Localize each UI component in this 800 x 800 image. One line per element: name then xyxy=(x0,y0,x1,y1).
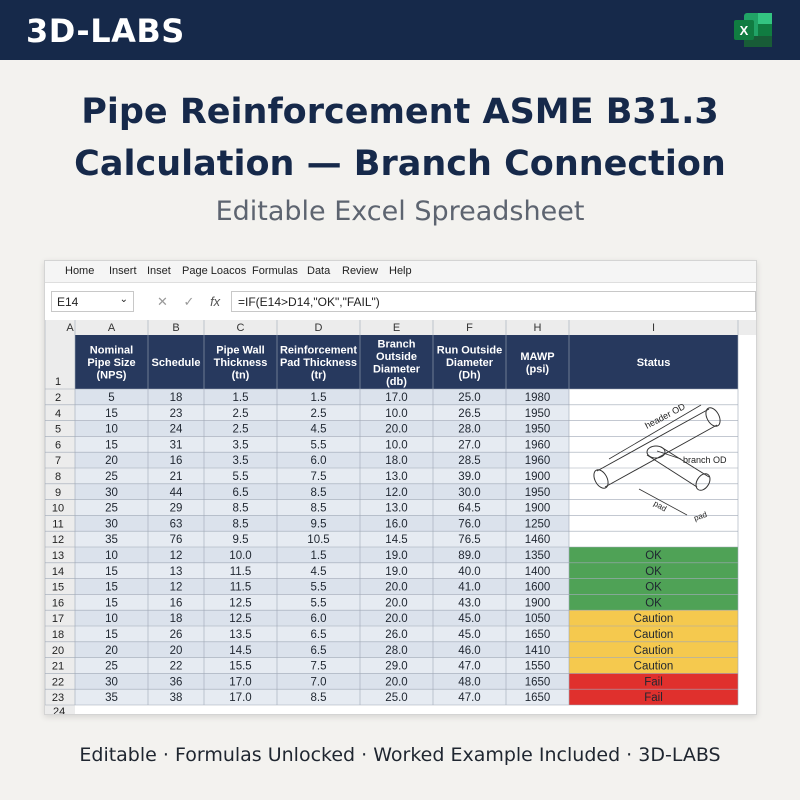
table-cell: 17.0 xyxy=(385,392,408,404)
table-cell: 22 xyxy=(169,660,183,673)
table-cell: 13.5 xyxy=(229,629,252,641)
table-cell: 1650 xyxy=(524,692,551,705)
table-cell: 30 xyxy=(105,486,118,499)
tab-page-layout[interactable]: Page Loacos xyxy=(182,265,247,277)
table-cell: 47.0 xyxy=(458,660,481,673)
table-cell: 15 xyxy=(105,581,118,594)
name-box-value: E14 xyxy=(57,295,79,309)
table-cell: 20 xyxy=(105,644,118,657)
table-cell: 28.0 xyxy=(385,644,408,657)
table-cell: 14.5 xyxy=(229,644,252,657)
row-number: 2 xyxy=(54,392,62,404)
table-cell: 6.5 xyxy=(310,629,327,641)
table-cell: 41.0 xyxy=(458,581,481,594)
column-heading: (NPS) xyxy=(96,369,127,382)
status-badge: Caution xyxy=(633,629,674,641)
column-heading: Reinforcement xyxy=(279,344,358,357)
table-cell: 43.0 xyxy=(458,597,481,610)
table-cell: 15 xyxy=(105,629,118,641)
column-letter: B xyxy=(172,322,180,334)
ribbon-tabs xyxy=(45,261,756,283)
table-cell: 5.5 xyxy=(310,581,327,594)
table-cell: 40.0 xyxy=(458,565,481,578)
tab-help[interactable]: Help xyxy=(389,265,412,277)
table-cell: 20.0 xyxy=(385,676,408,689)
check-icon[interactable]: ✓ xyxy=(183,294,195,309)
column-letter: H xyxy=(533,322,542,334)
status-badge: OK xyxy=(645,581,662,594)
table-cell: 15 xyxy=(105,407,118,420)
table-cell: 6.5 xyxy=(310,644,327,657)
column-heading: Run Outside xyxy=(436,344,503,357)
table-cell: 12.5 xyxy=(229,613,252,626)
table-cell: 7.0 xyxy=(310,676,327,689)
column-heading: Diameter xyxy=(372,363,421,376)
row-number: 12 xyxy=(51,534,65,547)
table-cell: 20.0 xyxy=(385,613,408,626)
table-cell: 31 xyxy=(169,439,183,452)
table-cell: 5 xyxy=(108,392,115,404)
table-cell: 26.5 xyxy=(458,407,481,420)
table-cell: 13 xyxy=(169,565,183,578)
table-cell: 30.0 xyxy=(458,486,481,499)
row-number: 1 xyxy=(54,376,62,388)
table-cell: 25 xyxy=(105,471,118,483)
status-badge: OK xyxy=(645,550,662,562)
table-cell: 1960 xyxy=(524,439,551,452)
table-cell: 12.0 xyxy=(385,486,408,499)
column-letter-corner: A xyxy=(66,322,74,334)
table-cell: 76.0 xyxy=(458,518,481,531)
table-cell: 5.5 xyxy=(310,439,327,452)
column-letter: C xyxy=(236,322,245,334)
table-cell: 76.5 xyxy=(458,534,481,547)
table-cell: 5.5 xyxy=(232,471,249,483)
table-cell: 1050 xyxy=(524,613,551,626)
table-cell: 8.5 xyxy=(310,692,327,705)
column-letter: D xyxy=(314,322,323,334)
status-badge: OK xyxy=(645,565,662,578)
table-cell: 35 xyxy=(105,534,118,547)
table-cell: 8.5 xyxy=(310,486,327,499)
table-cell: 20.0 xyxy=(385,423,408,436)
table-cell: 17.0 xyxy=(229,676,252,689)
table-cell: 25.0 xyxy=(385,692,408,705)
table-cell: 25.0 xyxy=(458,392,481,404)
table-cell: 64.5 xyxy=(458,502,481,515)
table-cell: 26.0 xyxy=(385,629,408,641)
table-cell: 1900 xyxy=(524,597,551,610)
table-cell: 12 xyxy=(169,550,183,562)
table-cell: 1350 xyxy=(524,550,551,562)
column-heading: Thickness xyxy=(213,357,268,369)
table-cell: 18.0 xyxy=(385,455,408,468)
table-cell: 10 xyxy=(105,550,118,562)
cancel-icon[interactable]: ✕ xyxy=(157,294,168,309)
table-cell: 1900 xyxy=(524,471,551,483)
title-line-2: Calculation — Branch Connection xyxy=(74,144,726,184)
table-cell: 14.5 xyxy=(385,534,408,547)
row-number: 10 xyxy=(51,502,65,515)
table-cell: 30 xyxy=(105,676,118,689)
table-cell: 1650 xyxy=(524,629,551,641)
column-heading: (tr) xyxy=(310,369,327,382)
row-number: 11 xyxy=(52,518,64,531)
function-icon[interactable]: fx xyxy=(210,294,221,309)
table-cell: 6.0 xyxy=(310,455,327,468)
column-heading: (psi) xyxy=(525,363,550,376)
table-cell: 39.0 xyxy=(458,471,481,483)
row-number: 17 xyxy=(51,613,65,626)
formula-input[interactable]: =IF(E14>D14,"OK","FAIL") xyxy=(231,291,756,312)
pad-label: pad xyxy=(692,509,709,523)
table-cell: 10.5 xyxy=(307,534,330,547)
tab-insert[interactable]: Insert xyxy=(109,265,137,277)
chevron-down-icon[interactable]: ⌄ xyxy=(119,294,128,305)
table-cell: 1410 xyxy=(524,644,551,657)
table-cell: 15.5 xyxy=(229,660,252,673)
table-cell: 7.5 xyxy=(310,660,327,673)
table-cell: 20.0 xyxy=(385,581,408,594)
table-cell: 8.5 xyxy=(232,502,249,515)
table-cell: 1.5 xyxy=(232,392,249,404)
top-banner xyxy=(0,0,800,60)
table-cell: 2.5 xyxy=(310,407,327,420)
table-cell: 46.0 xyxy=(458,644,481,657)
table-cell: 10 xyxy=(105,423,118,436)
column-heading: MAWP xyxy=(520,350,555,363)
table-cell: 15 xyxy=(105,439,118,452)
column-heading: (tn) xyxy=(231,369,250,382)
tab-formulas[interactable]: Formulas xyxy=(252,265,298,277)
row-number: 4 xyxy=(54,407,62,420)
row-number: 24 xyxy=(53,706,66,718)
table-cell: 27.0 xyxy=(458,439,481,452)
status-badge: Caution xyxy=(633,613,674,626)
table-cell: 30 xyxy=(105,518,118,531)
row-number: 21 xyxy=(51,660,65,673)
table-cell: 28.0 xyxy=(458,423,481,436)
table-cell: 18 xyxy=(169,392,183,404)
table-cell: 1400 xyxy=(524,565,551,578)
table-cell: 29.0 xyxy=(385,660,408,673)
table-cell: 1550 xyxy=(524,660,551,673)
table-cell: 1980 xyxy=(524,392,551,404)
table-cell: 1.5 xyxy=(310,550,327,562)
table-cell: 6.0 xyxy=(310,613,327,626)
column-heading: (db) xyxy=(386,375,407,388)
table-cell: 45.0 xyxy=(458,629,481,641)
status-badge: Fail xyxy=(644,676,663,689)
table-cell: 2.5 xyxy=(232,407,249,420)
table-cell: 44 xyxy=(169,486,183,499)
row-number: 14 xyxy=(51,565,65,578)
table-cell: 1460 xyxy=(524,534,551,547)
table-cell: 15 xyxy=(105,597,118,610)
formula-bar xyxy=(45,289,756,315)
table-cell: 8.5 xyxy=(310,502,327,515)
row-number: 5 xyxy=(54,423,62,436)
status-badge: Caution xyxy=(633,660,674,673)
table-cell: 13.0 xyxy=(385,502,408,515)
row-number: 9 xyxy=(54,486,62,499)
table-cell: 10.0 xyxy=(229,550,252,562)
table-cell: 28.5 xyxy=(458,455,481,468)
header-od-label: header OD xyxy=(643,401,687,431)
table-cell: 13.0 xyxy=(385,471,408,483)
column-heading: Schedule xyxy=(151,357,201,369)
table-cell: 17.0 xyxy=(229,692,252,705)
table-cell: 8.5 xyxy=(232,518,249,531)
table-cell: 38 xyxy=(169,692,183,705)
row-number: 13 xyxy=(51,550,65,562)
status-badge: Caution xyxy=(633,644,674,657)
row-number: 22 xyxy=(51,676,65,689)
table-cell: 10.0 xyxy=(385,407,408,420)
table-cell: 36 xyxy=(169,676,183,689)
table-cell: 26 xyxy=(169,629,183,641)
table-cell: 3.5 xyxy=(232,455,249,468)
column-heading: Nominal xyxy=(89,344,134,357)
tab-review[interactable]: Review xyxy=(342,265,379,277)
table-cell: 20.0 xyxy=(385,597,408,610)
row-number: 18 xyxy=(51,629,65,641)
worksheet-grid[interactable] xyxy=(45,320,757,718)
column-letter: F xyxy=(466,322,473,334)
table-cell: 9.5 xyxy=(310,518,327,531)
title-line-1: Pipe Reinforcement ASME B31.3 xyxy=(81,92,719,132)
table-cell: 47.0 xyxy=(458,692,481,705)
table-cell: 4.5 xyxy=(310,423,327,436)
column-letter: A xyxy=(107,322,116,334)
table-cell: 48.0 xyxy=(458,676,481,689)
table-cell: 45.0 xyxy=(458,613,481,626)
page-subtitle: Editable Excel Spreadsheet xyxy=(215,196,585,227)
spreadsheet-window xyxy=(44,260,757,718)
table-cell: 35 xyxy=(105,692,118,705)
row-number: 8 xyxy=(54,471,62,483)
table-cell: 12 xyxy=(169,581,183,594)
table-cell: 2.5 xyxy=(232,423,249,436)
status-badge: Fail xyxy=(644,692,663,705)
status-badge: OK xyxy=(645,597,662,610)
table-cell: 1600 xyxy=(524,581,551,594)
table-cell: 20 xyxy=(169,644,183,657)
table-cell: 19.0 xyxy=(385,550,408,562)
table-cell: 11.5 xyxy=(229,565,252,578)
table-cell: 1960 xyxy=(524,455,551,468)
table-cell: 1.5 xyxy=(310,392,327,404)
table-cell: 23 xyxy=(169,407,183,420)
table-cell: 24 xyxy=(169,423,183,436)
column-heading: Outside xyxy=(376,350,417,363)
page-title xyxy=(0,86,800,190)
table-cell: 11.5 xyxy=(229,581,252,594)
row-number: 16 xyxy=(51,597,65,610)
row-number: 15 xyxy=(51,581,65,594)
table-cell: 9.5 xyxy=(232,534,249,547)
tab-home[interactable]: Home xyxy=(65,265,95,277)
pad-label: pad xyxy=(652,498,669,514)
column-letter: E xyxy=(392,322,401,334)
row-number: 20 xyxy=(51,644,65,657)
table-cell: 5.5 xyxy=(310,597,327,610)
table-cell: 89.0 xyxy=(458,550,481,562)
table-cell: 76 xyxy=(169,534,183,547)
table-cell: 29 xyxy=(169,502,183,515)
footer-tagline: Editable · Formulas Unlocked · Worked Example Included · 3D-LABS xyxy=(79,744,721,766)
branch-od-label: branch OD xyxy=(683,455,727,465)
column-heading: Pipe Size xyxy=(87,357,136,369)
tab-data[interactable]: Data xyxy=(307,265,331,277)
tab-inset[interactable]: Inset xyxy=(147,265,171,277)
table-cell: 7.5 xyxy=(310,471,327,483)
row-number: 23 xyxy=(51,692,65,705)
column-heading: Pipe Wall xyxy=(216,344,265,357)
table-cell: 1950 xyxy=(524,407,551,420)
table-cell: 16 xyxy=(169,455,183,468)
table-cell: 16 xyxy=(169,597,183,610)
table-cell: 10.0 xyxy=(385,439,408,452)
table-cell: 21 xyxy=(169,471,183,483)
table-cell: 16.0 xyxy=(385,518,408,531)
table-cell: 19.0 xyxy=(385,565,408,578)
column-heading: Pad Thickness xyxy=(279,357,358,369)
column-letter: I xyxy=(651,322,656,334)
table-cell: 25 xyxy=(105,660,118,673)
table-cell: 20 xyxy=(105,455,118,468)
row-number: 6 xyxy=(54,439,62,452)
table-cell: 1250 xyxy=(524,518,551,531)
column-header-bar xyxy=(45,320,757,335)
svg-text:X: X xyxy=(739,23,749,38)
table-cell: 18 xyxy=(169,613,183,626)
table-cell: 3.5 xyxy=(232,439,249,452)
table-cell: 25 xyxy=(105,502,118,515)
table-cell: 63 xyxy=(169,518,183,531)
excel-icon xyxy=(734,13,772,47)
column-heading: Diameter xyxy=(445,357,494,369)
name-box[interactable] xyxy=(51,291,134,312)
table-cell: 4.5 xyxy=(310,565,327,578)
table-cell: 12.5 xyxy=(229,597,252,610)
column-heading: Status xyxy=(636,357,671,369)
table-cell: 6.5 xyxy=(232,486,249,499)
table-cell: 1950 xyxy=(524,423,551,436)
table-cell: 10 xyxy=(105,613,118,626)
table-cell: 1950 xyxy=(524,486,551,499)
column-heading: Branch xyxy=(377,338,416,351)
table-cell: 1900 xyxy=(524,502,551,515)
row-number: 7 xyxy=(54,455,62,468)
table-cell: 1650 xyxy=(524,676,551,689)
brand-logo: 3D-LABS xyxy=(26,12,185,50)
table-cell: 15 xyxy=(105,565,118,578)
column-heading: (Dh) xyxy=(458,369,481,382)
